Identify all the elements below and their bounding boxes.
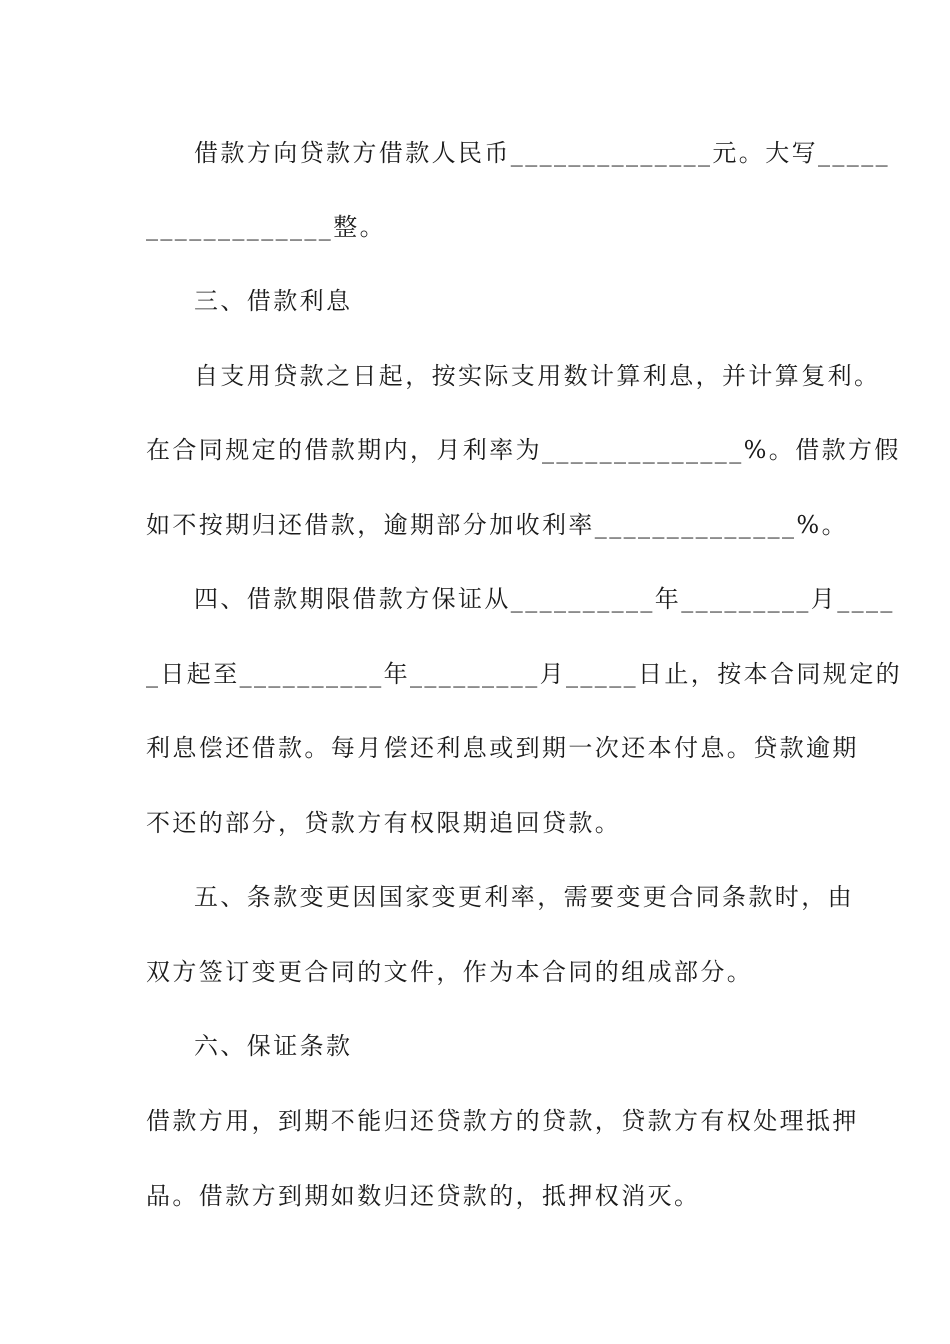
change-paragraph-line-2: 双方签订变更合同的文件，作为本合同的组成部分。 xyxy=(146,958,754,986)
term-paragraph-line-4: 不还的部分，贷款方有权限期追回贷款。 xyxy=(146,809,622,837)
section-heading-guarantee: 六、保证条款 xyxy=(194,1032,353,1060)
term-paragraph-line-2: _日起至__________年_________月_____日止，按本合同规定的 xyxy=(146,660,902,688)
interest-paragraph-line-1: 自支用贷款之日起，按实际支用数计算利息，并计算复利。 xyxy=(194,362,881,390)
loan-amount-line: 借款方向贷款方借款人民币______________元。大写_____ xyxy=(194,139,890,167)
change-paragraph-line-1: 五、条款变更因国家变更利率，需要变更合同条款时，由 xyxy=(194,883,854,911)
section-heading-interest: 三、借款利息 xyxy=(194,287,353,315)
interest-paragraph-line-3: 如不按期归还借款，逾期部分加收利率______________%。 xyxy=(146,511,849,539)
term-paragraph-line-1: 四、借款期限借款方保证从__________年_________月____ xyxy=(194,585,895,613)
guarantee-paragraph-line-1: 借款方用，到期不能归还贷款方的贷款，贷款方有权处理抵押 xyxy=(146,1107,859,1135)
interest-paragraph-line-2: 在合同规定的借款期内，月利率为______________%。借款方假 xyxy=(146,436,901,464)
term-paragraph-line-3: 利息偿还借款。每月偿还利息或到期一次还本付息。贷款逾期 xyxy=(146,734,859,762)
guarantee-paragraph-line-2: 品。借款方到期如数归还贷款的，抵押权消灭。 xyxy=(146,1182,701,1210)
loan-amount-capital-line: _____________整。 xyxy=(146,213,386,241)
